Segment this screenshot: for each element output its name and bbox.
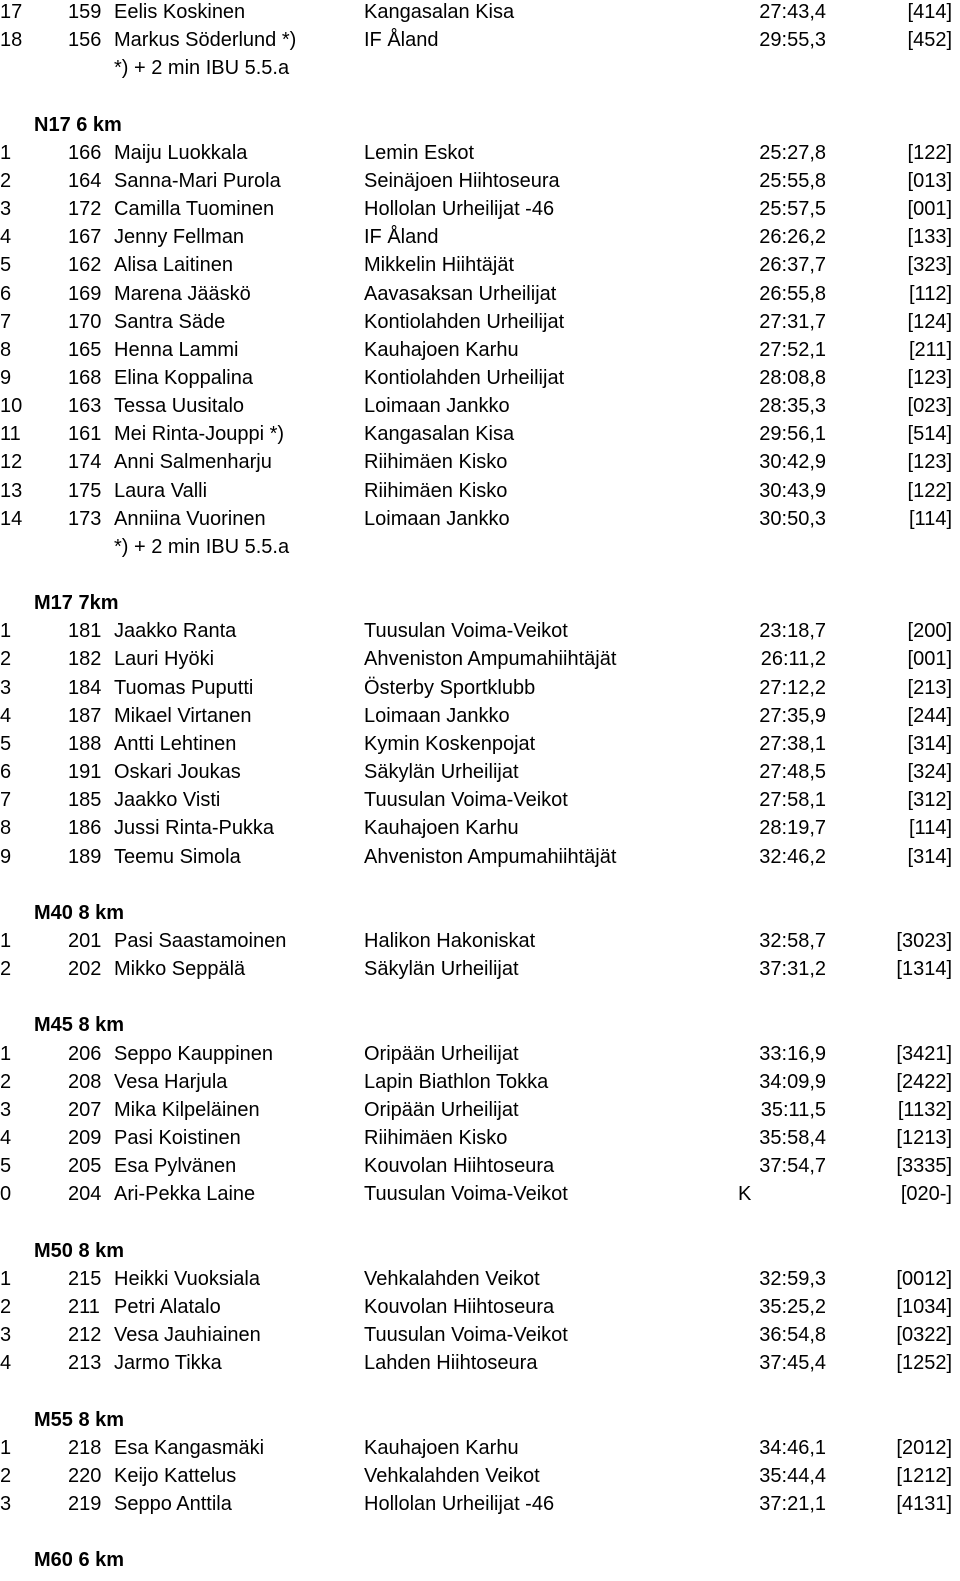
rank-cell: 4	[0, 226, 12, 249]
bib-cell: 166	[68, 141, 102, 164]
rank-cell: 4	[0, 1127, 12, 1149]
bib-cell: 209	[68, 1127, 102, 1149]
bib-cell: 212	[68, 1324, 102, 1346]
rank-cell: 7	[0, 310, 12, 333]
athlete-name: Laura Valli	[114, 479, 208, 502]
penalty-cell: [314]	[907, 845, 952, 868]
club-name: Seinäjoen Hiihtoseura	[364, 169, 560, 192]
rank-cell: 5	[0, 732, 12, 755]
athlete-name: Eelis Koskinen	[114, 1, 246, 23]
club-name: Tuusulan Voima-Veikot	[364, 789, 568, 812]
table-row	[0, 139, 960, 167]
section-title: M40 8 km	[34, 901, 125, 924]
athlete-name: Lauri Hyöki	[114, 648, 215, 671]
penalty-cell: [020-]	[900, 1183, 952, 1206]
penalty-cell: [200]	[907, 620, 952, 643]
club-name: Mikkelin Hiihtäjät	[364, 254, 515, 277]
time-cell: 34:09,9	[759, 1070, 826, 1093]
table-row	[0, 195, 960, 223]
penalty-cell: [1132]	[897, 1098, 952, 1121]
athlete-name: Marena Jääskö	[114, 282, 251, 305]
bib-cell: 211	[68, 1295, 100, 1318]
rank-cell: 3	[0, 1492, 12, 1515]
rank-cell: 1	[0, 620, 12, 643]
club-name: Oripään Urheilijat	[364, 1098, 519, 1121]
athlete-name: Pasi Koistinen	[114, 1127, 241, 1149]
bib-cell: 220	[68, 1464, 102, 1487]
table-row	[0, 617, 960, 645]
table-row	[0, 1124, 960, 1152]
rank-cell: 6	[0, 282, 12, 305]
club-name: Kauhajoen Karhu	[364, 817, 519, 840]
bib-cell: 184	[68, 676, 102, 699]
penalty-cell: [314]	[907, 732, 952, 755]
bib-cell: 161	[68, 423, 102, 446]
time-cell: 25:27,8	[759, 141, 826, 164]
rank-cell: 17	[0, 1, 23, 23]
table-row	[0, 1321, 960, 1349]
athlete-name: Seppo Kauppinen	[114, 1042, 274, 1065]
bib-cell: 162	[68, 254, 102, 277]
penalty-cell: [112]	[909, 282, 952, 305]
penalty-cell: [114]	[909, 817, 952, 840]
table-row	[0, 1068, 960, 1096]
club-name: Kangasalan Kisa	[364, 1, 515, 23]
bib-cell: 172	[68, 198, 102, 220]
penalty-cell: [3023]	[896, 929, 952, 952]
section-title: M45 8 km	[34, 1014, 125, 1037]
section-heading	[0, 1011, 960, 1039]
bib-cell: 168	[68, 366, 102, 389]
penalty-cell: [124]	[907, 310, 952, 333]
club-name: Kontiolahden Urheilijat	[364, 310, 565, 333]
footnote	[0, 54, 960, 82]
penalty-cell: [324]	[907, 761, 952, 783]
club-name: Kauhajoen Karhu	[364, 1436, 519, 1459]
bib-cell: 164	[68, 169, 102, 192]
section-heading	[0, 1546, 960, 1574]
penalty-cell: [001]	[907, 648, 952, 671]
club-name: Ahveniston Ampumahiihtäjät	[364, 845, 617, 868]
club-name: IF Åland	[364, 29, 439, 52]
bib-cell: 218	[68, 1436, 102, 1459]
bib-cell: 186	[68, 817, 102, 840]
athlete-name: Anniina Vuorinen	[114, 507, 266, 530]
section-heading	[0, 589, 960, 617]
rank-cell: 9	[0, 366, 12, 389]
athlete-name: Alisa Laitinen	[114, 254, 233, 277]
time-cell: 27:52,1	[759, 338, 826, 361]
bib-cell: 187	[68, 704, 102, 727]
club-name: IF Åland	[364, 226, 439, 249]
time-cell: 37:31,2	[759, 958, 826, 981]
table-row	[0, 505, 960, 533]
rank-cell: 5	[0, 1155, 12, 1178]
table-row	[0, 251, 960, 279]
club-name: Riihimäen Kisko	[364, 479, 508, 502]
table-row	[0, 758, 960, 786]
penalty-cell: [4131]	[896, 1492, 952, 1515]
rank-cell: 12	[0, 451, 23, 474]
table-row	[0, 280, 960, 308]
table-row	[0, 1265, 960, 1293]
table-row	[0, 927, 960, 955]
rank-cell: 3	[0, 1324, 12, 1346]
table-row	[0, 843, 960, 871]
time-cell: 26:37,7	[759, 254, 826, 277]
club-name: Vehkalahden Veikot	[364, 1267, 540, 1290]
table-row	[0, 336, 960, 364]
athlete-name: Vesa Harjula	[114, 1070, 228, 1093]
bib-cell: 191	[68, 761, 102, 783]
time-cell: 27:35,9	[759, 704, 826, 727]
table-row	[0, 1096, 960, 1124]
time-cell: 28:19,7	[759, 817, 826, 840]
athlete-name: Camilla Tuominen	[114, 198, 275, 220]
rank-cell: 2	[0, 958, 12, 981]
club-name: Kouvolan Hiihtoseura	[364, 1295, 555, 1318]
bib-cell: 163	[68, 395, 102, 418]
time-cell: 37:54,7	[759, 1155, 826, 1178]
time-cell: 30:50,3	[759, 507, 826, 530]
athlete-name: Pasi Saastamoinen	[114, 929, 287, 952]
athlete-name: Sanna-Mari Purola	[114, 169, 281, 192]
athlete-name: Anni Salmenharju	[114, 451, 272, 474]
athlete-name: Elina Koppalina	[114, 366, 253, 389]
table-row	[0, 1152, 960, 1180]
table-row	[0, 364, 960, 392]
athlete-name: Mika Kilpeläinen	[114, 1098, 260, 1121]
club-name: Kymin Koskenpojat	[364, 732, 536, 755]
time-cell: 32:46,2	[759, 845, 826, 868]
section-title: M55 8 km	[34, 1408, 125, 1431]
penalty-cell: [123]	[907, 366, 952, 389]
table-row	[0, 814, 960, 842]
penalty-cell: [2422]	[896, 1070, 952, 1093]
bib-cell: 170	[68, 310, 102, 333]
rank-cell: 18	[0, 29, 23, 52]
time-cell: 36:54,8	[759, 1324, 826, 1346]
table-row	[0, 1462, 960, 1490]
time-cell: 37:21,1	[759, 1492, 826, 1515]
athlete-name: Tuomas Puputti	[114, 676, 254, 699]
time-cell: 27:31,7	[759, 310, 826, 333]
club-name: Lemin Eskot	[364, 141, 475, 164]
table-row	[0, 448, 960, 476]
bib-cell: 175	[68, 479, 102, 502]
time-cell: 25:57,5	[759, 198, 826, 220]
table-row	[0, 392, 960, 420]
table-row	[0, 1293, 960, 1321]
rank-cell: 2	[0, 1295, 12, 1318]
bib-cell: 204	[68, 1183, 102, 1206]
time-cell: 29:55,3	[759, 29, 826, 52]
athlete-name: Maiju Luokkala	[114, 141, 248, 164]
athlete-name: Mikael Virtanen	[114, 704, 252, 727]
rank-cell: 1	[0, 1436, 12, 1459]
rank-cell: 4	[0, 704, 12, 727]
section-title: M60 6 km	[34, 1549, 125, 1572]
penalty-cell: [001]	[907, 198, 952, 220]
athlete-name: Jaakko Ranta	[114, 620, 237, 643]
rank-cell: 10	[0, 395, 23, 418]
bib-cell: 189	[68, 845, 102, 868]
table-row	[0, 26, 960, 54]
athlete-name: Vesa Jauhiainen	[114, 1324, 261, 1346]
rank-cell: 1	[0, 1042, 12, 1065]
rank-cell: 6	[0, 761, 12, 783]
club-name: Oripään Urheilijat	[364, 1042, 519, 1065]
time-cell: 27:38,1	[759, 732, 826, 755]
club-name: Riihimäen Kisko	[364, 451, 508, 474]
rank-cell: 2	[0, 1464, 12, 1487]
time-cell: 33:16,9	[759, 1042, 826, 1065]
club-name: Säkylän Urheilijat	[364, 761, 519, 783]
club-name: Österby Sportklubb	[364, 676, 536, 699]
rank-cell: 13	[0, 479, 23, 502]
club-name: Lahden Hiihtoseura	[364, 1352, 538, 1375]
bib-cell: 219	[68, 1492, 102, 1515]
rank-cell: 1	[0, 929, 12, 952]
penalty-cell: [414]	[907, 1, 952, 23]
penalty-cell: [213]	[907, 676, 952, 699]
table-row	[0, 674, 960, 702]
penalty-cell: [123]	[907, 451, 952, 474]
bib-cell: 213	[68, 1352, 102, 1375]
time-cell: 32:58,7	[759, 929, 826, 952]
table-row	[0, 308, 960, 336]
penalty-cell: [312]	[907, 789, 952, 812]
club-name: Loimaan Jankko	[364, 704, 510, 727]
penalty-cell: [0012]	[896, 1267, 952, 1290]
penalty-cell: [1213]	[896, 1127, 952, 1149]
penalty-cell: [452]	[907, 29, 952, 52]
time-cell: 28:08,8	[759, 366, 826, 389]
athlete-name: Jarmo Tikka	[114, 1352, 222, 1375]
time-cell: 23:18,7	[759, 620, 826, 643]
penalty-cell: [1252]	[896, 1352, 952, 1375]
penalty-cell: [1314]	[896, 958, 952, 981]
rank-cell: 5	[0, 254, 12, 277]
club-name: Säkylän Urheilijat	[364, 958, 519, 981]
time-cell: 26:55,8	[759, 282, 826, 305]
athlete-name: Jussi Rinta-Pukka	[114, 817, 275, 840]
athlete-name: Heikki Vuoksiala	[114, 1267, 260, 1290]
athlete-name: Esa Pylvänen	[114, 1155, 237, 1178]
athlete-name: Jaakko Visti	[114, 789, 221, 812]
table-row	[0, 955, 960, 983]
table-row	[0, 477, 960, 505]
time-cell: 30:42,9	[759, 451, 826, 474]
table-row	[0, 1349, 960, 1377]
time-cell: 35:58,4	[759, 1127, 826, 1149]
table-row	[0, 1434, 960, 1462]
time-cell: 35:11,5	[760, 1098, 826, 1121]
time-cell: 27:58,1	[759, 789, 826, 812]
time-cell: 27:12,2	[759, 676, 826, 699]
bib-cell: 207	[68, 1098, 102, 1121]
penalty-cell: [1212]	[896, 1464, 952, 1487]
penalty-cell: [1034]	[896, 1295, 952, 1318]
rank-cell: 9	[0, 845, 12, 868]
club-name: Kauhajoen Karhu	[364, 338, 519, 361]
rank-cell: 3	[0, 1098, 12, 1121]
bib-cell: 205	[68, 1155, 102, 1178]
penalty-cell: [244]	[907, 704, 952, 727]
club-name: Hollolan Urheilijat -46	[364, 1492, 555, 1515]
time-cell: 26:11,2	[760, 648, 826, 671]
penalty-cell: [3335]	[896, 1155, 952, 1178]
section-heading	[0, 111, 960, 139]
rank-cell: 14	[0, 507, 23, 530]
table-row	[0, 1490, 960, 1518]
club-name: Hollolan Urheilijat -46	[364, 198, 555, 220]
table-row	[0, 730, 960, 758]
penalty-cell: [133]	[907, 226, 952, 249]
athlete-name: Mei Rinta-Jouppi *)	[114, 423, 285, 446]
time-cell: 27:48,5	[759, 761, 826, 783]
penalty-cell: [114]	[909, 507, 952, 530]
club-name: Kouvolan Hiihtoseura	[364, 1155, 555, 1178]
rank-cell: 3	[0, 676, 12, 699]
club-name: Vehkalahden Veikot	[364, 1464, 540, 1487]
rank-cell: 4	[0, 1352, 12, 1375]
athlete-name: Ari-Pekka Laine	[114, 1183, 256, 1206]
time-cell: 28:35,3	[759, 395, 826, 418]
athlete-name: Keijo Kattelus	[114, 1464, 237, 1487]
penalty-cell: [2012]	[896, 1436, 952, 1459]
club-name: Tuusulan Voima-Veikot	[364, 1183, 568, 1206]
athlete-name: Petri Alatalo	[114, 1295, 221, 1318]
section-title: M17 7km	[34, 592, 119, 615]
club-name: Halikon Hakoniskat	[364, 929, 536, 952]
penalty-cell: [122]	[907, 479, 952, 502]
bib-cell: 185	[68, 789, 102, 812]
footnote	[0, 533, 960, 561]
penalty-cell: [514]	[907, 423, 952, 446]
section-heading	[0, 1406, 960, 1434]
bib-cell: 202	[68, 958, 102, 981]
club-name: Riihimäen Kisko	[364, 1127, 508, 1149]
bib-cell: 165	[68, 338, 102, 361]
table-row	[0, 1180, 960, 1208]
table-row	[0, 1040, 960, 1068]
athlete-name: Oskari Joukas	[114, 761, 241, 783]
time-cell: 29:56,1	[759, 423, 826, 446]
bib-cell: 181	[68, 620, 102, 643]
club-name: Lapin Biathlon Tokka	[364, 1070, 549, 1093]
athlete-name: Mikko Seppälä	[114, 958, 246, 981]
bib-cell: 173	[68, 507, 102, 530]
section-heading	[0, 899, 960, 927]
athlete-name: Jenny Fellman	[114, 226, 245, 249]
bib-cell: 208	[68, 1070, 102, 1093]
table-row	[0, 702, 960, 730]
time-cell: 37:45,4	[759, 1352, 826, 1375]
footnote-text: *) + 2 min IBU 5.5.a	[114, 57, 290, 80]
athlete-name: Teemu Simola	[114, 845, 241, 868]
bib-cell: 156	[68, 29, 102, 52]
status-flag: K	[738, 1183, 752, 1206]
footnote-text: *) + 2 min IBU 5.5.a	[114, 535, 290, 558]
penalty-cell: [023]	[907, 395, 952, 418]
table-row	[0, 0, 960, 26]
penalty-cell: [3421]	[896, 1042, 952, 1065]
rank-cell: 0	[0, 1183, 12, 1206]
time-cell: 32:59,3	[759, 1267, 826, 1290]
club-name: Tuusulan Voima-Veikot	[364, 620, 568, 643]
time-cell: 30:43,9	[759, 479, 826, 502]
athlete-name: Henna Lammi	[114, 338, 239, 361]
bib-cell: 201	[68, 929, 102, 952]
athlete-name: Antti Lehtinen	[114, 732, 237, 755]
rank-cell: 8	[0, 817, 12, 840]
athlete-name: Tessa Uusitalo	[114, 395, 245, 418]
table-row	[0, 786, 960, 814]
time-cell: 34:46,1	[759, 1436, 826, 1459]
penalty-cell: [323]	[907, 254, 952, 277]
athlete-name: Santra Säde	[114, 310, 226, 333]
rank-cell: 7	[0, 789, 12, 812]
time-cell: 35:25,2	[759, 1295, 826, 1318]
time-cell: 27:43,4	[759, 1, 826, 23]
section-heading	[0, 1237, 960, 1265]
club-name: Kangasalan Kisa	[364, 423, 515, 446]
section-title: N17 6 km	[34, 113, 122, 136]
time-cell: 26:26,2	[759, 226, 826, 249]
time-cell: 35:44,4	[759, 1464, 826, 1487]
bib-cell: 188	[68, 732, 102, 755]
section-title: M50 8 km	[34, 1239, 125, 1262]
penalty-cell: [122]	[907, 141, 952, 164]
rank-cell: 1	[0, 1267, 12, 1290]
bib-cell: 159	[68, 1, 102, 23]
rank-cell: 8	[0, 338, 12, 361]
rank-cell: 2	[0, 648, 12, 671]
athlete-name: Seppo Anttila	[114, 1492, 232, 1515]
club-name: Ahveniston Ampumahiihtäjät	[364, 648, 617, 671]
club-name: Kontiolahden Urheilijat	[364, 366, 565, 389]
table-row	[0, 167, 960, 195]
bib-cell: 167	[68, 226, 102, 249]
bib-cell: 169	[68, 282, 102, 305]
table-row	[0, 420, 960, 448]
rank-cell: 3	[0, 198, 12, 220]
club-name: Loimaan Jankko	[364, 507, 510, 530]
rank-cell: 2	[0, 169, 12, 192]
rank-cell: 11	[0, 423, 21, 446]
bib-cell: 206	[68, 1042, 102, 1065]
penalty-cell: [211]	[909, 338, 952, 361]
rank-cell: 2	[0, 1070, 12, 1093]
bib-cell: 215	[68, 1267, 102, 1290]
club-name: Loimaan Jankko	[364, 395, 510, 418]
table-row	[0, 645, 960, 673]
athlete-name: Esa Kangasmäki	[114, 1436, 265, 1459]
time-cell: 25:55,8	[759, 169, 826, 192]
penalty-cell: [0322]	[896, 1324, 952, 1346]
table-row	[0, 223, 960, 251]
bib-cell: 182	[68, 648, 102, 671]
penalty-cell: [013]	[907, 169, 952, 192]
rank-cell: 1	[0, 141, 12, 164]
club-name: Tuusulan Voima-Veikot	[364, 1324, 568, 1346]
athlete-name: Markus Söderlund *)	[114, 29, 297, 52]
club-name: Aavasaksan Urheilijat	[364, 282, 557, 305]
bib-cell: 174	[68, 451, 102, 474]
